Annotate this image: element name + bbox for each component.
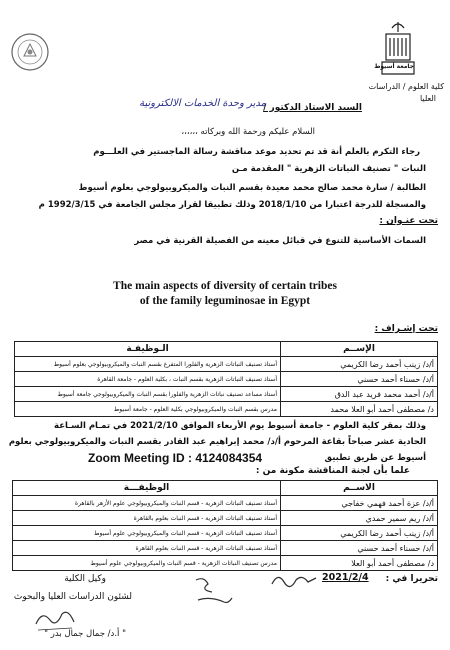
handwritten-signature [270,568,320,592]
handwritten-signature [32,604,78,634]
greeting: السلام عليكم ورحمة الله وبركاته ،،،،،، [181,127,315,137]
signature-title-line2: لشئون الدراسات العليا والبحوث [13,592,132,602]
supervision-label: تحت إشـراف : [374,324,438,334]
zoom-meeting-id: Zoom Meeting ID : 4124084354 [88,451,263,465]
body-line-3: الطالبة / سارة محمد صالح محمد معيدة بقسم النبات والميكروبيولوجي بعلوم أسيوط [78,183,426,193]
table-row [13,511,438,526]
faculty-name-line2: العليا [419,94,436,103]
university-logo-text: جامعة أسيوط [374,63,414,70]
supervision-table [14,341,438,417]
date-label: تحريرا في : [385,574,438,584]
committee-member-job: أستاذ تصنيف النباتات الزهرية - قسم النبات بعلوم القاهرة [13,541,281,556]
table-row [13,496,438,511]
supervisor-job: أستاذ تصنيف النباتات الزهرية بقسم النبات ، بكلية العلوم - جامعة القاهرة [15,372,281,387]
committee-member-job: أستاذ تصنيف النباتات الزهرية - قسم النبات والميكروبيولوجي علوم أسيوط [13,526,281,541]
committee-member-name: أ/د/ عزة أحمد فهمي خفاجي [281,496,438,511]
column-header-name: الإســم [281,342,438,357]
column-header-job: الوظيفـــة [13,481,281,496]
table-row [13,556,438,571]
university-logo [374,18,418,78]
table-row [13,526,438,541]
committee-member-name: أ/د/ زينب أحمد رضا الكريمي [281,526,438,541]
handwritten-signature [188,574,238,610]
table-row [15,387,438,402]
committee-table [12,480,438,571]
addressee-label: السيد الاستاذ الدكتور / [263,103,362,113]
body-line-4: والمسجلة للدرجة اعتبارا من 2018/1/10 وذلك تطبيقا لقرار مجلس الجامعة في 1992/3/15 م [38,200,426,210]
body-line-1: رجاء التكرم بالعلم أنة قد تم تحديد موعد مناقشة رسالة الماجستير في العلـــوم [93,147,420,157]
column-header-job: الـوظيفـة [15,342,281,357]
supervisor-job: مدرس بقسم النبات والميكروبيولوجي بكلية العلوم - جامعة أسيوط [15,402,281,417]
supervisor-name: د/ مصطفى أحمد أبو العلا محمد [281,402,438,417]
supervisor-name: أ/د/ زينب أحمد رضا الكريمي [281,357,438,372]
thesis-title-english-line2: of the family leguminosae in Egypt [139,295,311,307]
table-row [15,402,438,417]
committee-member-job: مدرس تصنيف النباتات الزهرية - قسم النبات والميكروبيولوجي علوم أسيوط [13,556,281,571]
addressee-handwritten: مدير وحدة الخدمات الالكترونية [139,98,266,109]
supervisor-name: أ/د/ حسناء أحمد حسني [281,372,438,387]
table-row [13,541,438,556]
signature-title: وكيل الكلية [64,574,106,584]
committee-member-name: أ/د/ حسناء أحمد حسني [281,541,438,556]
faculty-name: كلية العلوم / الدراسات [368,82,444,91]
meeting-line-1: وذلك بمقر كلية العلوم - جامعة أسيوط يوم الأربعاء الموافق 2021/2/10 في تمـام السـاعة [54,421,426,431]
supervisor-name: أ/د/ أحمد محمد فريد عبد الدق [281,387,438,402]
supervisor-job: أستاذ مساعد تصنيف نباتات الزهرية والفلورا بقسم النبات والميكروبيولوجي جامعة أسيوط [15,387,281,402]
meeting-line-2: الحادية عشر صباحاً بقاعة المرحوم أ/د/ محمد إبراهيم عبد القادر بقسم النبات والميكروبيولوجي بعلوم [8,437,426,447]
committee-member-job: أستاذ تصنيف النباتات الزهرية - قسم النبات والميكروبيولوجي علوم الأزهر بالقاهرة [13,496,281,511]
table-header-row [13,481,438,496]
table-row [15,357,438,372]
column-header-name: الاســم [281,481,438,496]
committee-label: علما بأن لجنة المناقشة مكونة من : [255,466,410,476]
date-value: 2021/2/4 [322,572,369,583]
signature-name: " أ.د/ جمال جمال بدر " [44,629,126,639]
meeting-line-3: أسيوط عن طريق تطبيق [324,453,426,463]
thesis-title-english-line1: The main aspects of diversity of certain tribes [113,280,337,292]
committee-member-name: د/ مصطفى أحمد أبو العلا [281,556,438,571]
supervisor-job: أستاذ تصنيف النباتات الزهرية والفلورا المتفرغ بقسم النبات والميكروبيولوجي بعلوم أسيوط [15,357,281,372]
science-faculty-seal [10,32,50,72]
title-label: تحت عنـوان : [379,216,438,226]
body-line-2: النبات " تصنيف النباتات الزهرية " المقدمة مـن [231,164,426,174]
table-header-row [15,342,438,357]
committee-member-job: أستاذ تصنيف النباتات الزهرية - قسم النبات بعلوم بالقاهرة [13,511,281,526]
table-row [15,372,438,387]
thesis-title-arabic: السمات الأساسية للتنوع في قبائل معينه من الفصيلة القرنية في مصر [134,236,426,246]
committee-member-name: أ/د/ ريم سمير حمدي [281,511,438,526]
